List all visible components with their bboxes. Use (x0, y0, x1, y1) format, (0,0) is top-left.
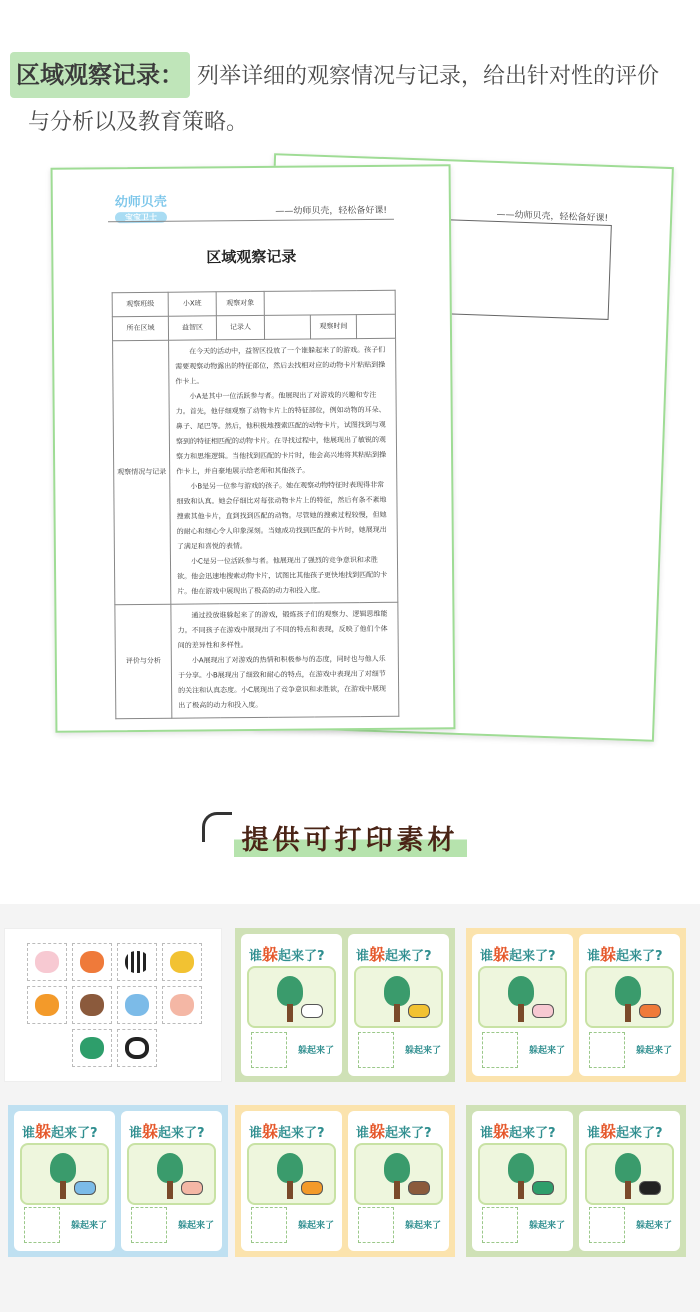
rabbit-hiding-scene (478, 966, 567, 1028)
sticker-box (589, 1207, 625, 1243)
observation-text (169, 338, 398, 604)
logo-name: 幼师贝壳 (114, 194, 167, 211)
tree-icon (508, 1153, 534, 1183)
target-label: 观察对象 (216, 291, 264, 315)
panda-icon (639, 1181, 661, 1195)
squirrel-hiding-scene (585, 966, 674, 1028)
trunk-icon (625, 1181, 631, 1199)
animal-cards-sheet (4, 928, 222, 1082)
hide-game-card (241, 1111, 342, 1251)
hide-game-card (348, 934, 449, 1076)
trunk-icon (518, 1004, 524, 1022)
peacock-hiding-scene (478, 1143, 567, 1205)
sticker-box (131, 1207, 167, 1243)
giraffe-card (162, 943, 202, 981)
zebra-icon (301, 1004, 323, 1018)
pig-icon (181, 1181, 203, 1195)
rabbit-card (27, 943, 67, 981)
peacock-icon (532, 1181, 554, 1195)
sticker-box (251, 1032, 287, 1068)
observation-table (112, 290, 400, 719)
recorder-label: 记录人 (216, 315, 264, 339)
panda-card (117, 1029, 157, 1067)
card-title: 谁躲起来了? (249, 945, 325, 964)
pig-card (162, 986, 202, 1024)
hide-game-card (348, 1111, 449, 1251)
paragraph: 在今天的活动中，益智区投放了一个谁躲起来了的游戏。孩子们需要观察动物露出的特征部位，然后去找相对应的动物卡片粘贴到操作卡上。 (175, 345, 386, 386)
animal-grid (27, 943, 202, 1067)
card-label: 躲起来了 (70, 1221, 107, 1231)
card-title: 谁躲起来了? (587, 1122, 663, 1141)
section-title: 提供可打印素材 (234, 818, 467, 857)
area-label: 所在区域 (112, 316, 168, 340)
tree-icon (615, 976, 641, 1006)
card-title: 谁躲起来了? (22, 1122, 98, 1141)
giraffe-icon (408, 1004, 430, 1018)
tree-icon (384, 976, 410, 1006)
card-label: 躲起来了 (404, 1046, 441, 1056)
slogan: ——幼师贝壳，轻松备好课! (275, 205, 387, 217)
squirrel-card (72, 943, 112, 981)
sticker-box (358, 1207, 394, 1243)
class-value: 小X班 (168, 292, 216, 316)
trunk-icon (394, 1181, 400, 1199)
document-title: 区域观察记录 (206, 247, 297, 267)
rabbit-icon (532, 1004, 554, 1018)
tree-icon (157, 1153, 183, 1183)
zebra-hiding-scene (247, 966, 336, 1028)
recorder-value (264, 315, 310, 339)
sticker-box (24, 1207, 60, 1243)
evaluation-label: 评价与分析 (115, 604, 172, 718)
card-title: 谁躲起来了? (480, 945, 556, 964)
monkey-hiding-scene (354, 1143, 443, 1205)
paragraph: 小A展现出了对游戏的热情和积极参与的态度，同时也与他人乐于分享。小B展现出了细致和耐心的特点，在游戏中表现出了对细节的关注和认真态度。小C展现出了竞争意识和求胜欲，在游戏中展现出了极高的动力和投入度。 (177, 654, 387, 710)
logo (115, 191, 167, 223)
paragraph: 通过投放谁躲起来了的游戏，锻炼孩子们的观察力、逻辑思维能力。不同孩子在游戏中展现出了不同的特点和表现，反映了他们个体间的差异性和多样性。 (177, 609, 388, 650)
card-title: 谁躲起来了? (356, 1122, 432, 1141)
tiger-hiding-scene (247, 1143, 336, 1205)
card-title: 谁躲起来了? (249, 1122, 325, 1141)
hide-game-card (579, 1111, 680, 1251)
paragraph: 小C是另一位活跃参与者。他展现出了强烈的竞争意识和求胜欲。他会迅速地搜索动物卡片，试图比其他孩子更快地找到匹配的卡片。他在游戏中展现出了极高的动力和投入度。 (177, 555, 388, 596)
trunk-icon (167, 1181, 173, 1199)
trunk-icon (394, 1004, 400, 1022)
panda-hiding-scene (585, 1143, 674, 1205)
tree-icon (277, 1153, 303, 1183)
monkey-icon (408, 1181, 430, 1195)
hide-game-card (241, 934, 342, 1076)
tree-icon (508, 976, 534, 1006)
pig-hiding-scene (127, 1143, 216, 1205)
decorative-arc-icon (202, 812, 232, 842)
giraffe-hiding-scene (354, 966, 443, 1028)
hide-game-sheet (466, 928, 686, 1082)
paragraph: 小B是另一位参与游戏的孩子。她在观察动物特征时表现得非常细致和认真。她会仔细比对每张动物卡片上的特征，然后有条不紊地搜索其他卡片，直到找到匹配的动物。尽管她的搜索过程较慢，但她的耐心和细心令人印象深刻。当她成功找到匹配的卡片时，她展现出了满足和喜悦的表情。 (176, 480, 387, 551)
sticker-box (251, 1207, 287, 1243)
intro-highlight: 区域观察记录： (10, 52, 190, 98)
time-value (356, 314, 395, 338)
card-label: 躲起来了 (635, 1046, 672, 1056)
sticker-box (482, 1032, 518, 1068)
card-label: 躲起来了 (528, 1046, 565, 1056)
card-label: 躲起来了 (297, 1221, 334, 1231)
hide-game-sheet (466, 1105, 686, 1257)
sticker-box (358, 1032, 394, 1068)
hide-game-sheet (8, 1105, 228, 1257)
observation-label: 观察情况与记录 (113, 340, 171, 604)
tree-icon (50, 1153, 76, 1183)
tree-icon (384, 1153, 410, 1183)
time-label: 观察时间 (310, 315, 356, 339)
hide-game-card (14, 1111, 115, 1251)
card-title: 谁躲起来了? (480, 1122, 556, 1141)
hide-game-card (472, 934, 573, 1076)
area-value: 益智区 (168, 316, 216, 340)
card-title: 谁躲起来了? (129, 1122, 205, 1141)
sticker-box (589, 1032, 625, 1068)
class-label: 观察班级 (112, 292, 168, 316)
tiger-icon (301, 1181, 323, 1195)
intro-text (10, 52, 700, 146)
trunk-icon (60, 1181, 66, 1199)
tree-icon (615, 1153, 641, 1183)
squirrel-icon (639, 1004, 661, 1018)
card-label: 躲起来了 (528, 1221, 565, 1231)
hide-game-card (472, 1111, 573, 1251)
target-value (264, 290, 395, 315)
tiger-card (27, 986, 67, 1024)
intro-line2: 与分析以及教育策略。 (28, 110, 249, 135)
logo-sub: 宝宝卫士 (115, 212, 167, 223)
elephant-hiding-scene (20, 1143, 109, 1205)
document-front-page (51, 164, 456, 732)
card-label: 躲起来了 (635, 1221, 672, 1231)
intro-line1: 列举详细的观察情况与记录，给出针对性的评价 (197, 64, 660, 89)
elephant-icon (74, 1181, 96, 1195)
trunk-icon (287, 1181, 293, 1199)
trunk-icon (625, 1004, 631, 1022)
sticker-box (482, 1207, 518, 1243)
hide-game-sheet (235, 1105, 455, 1257)
paragraph: 小A是其中一位活跃参与者。他展现出了对游戏的兴趣和专注力。首先，他仔细观察了动物卡片上的特征部位，例如动物的耳朵、鼻子、尾巴等。然后，他积极地搜索匹配的动物卡片，试图找到与观察到的特征相匹配的动物卡片。在寻找过程中，他展现出了敏锐的观察力和思维逻辑。当他找到匹配的卡片时，他会高兴地将其粘贴到操作卡上，并自豪地展示给老师和其他孩子。 (175, 390, 387, 476)
peacock-card (72, 1029, 112, 1067)
hide-game-card (121, 1111, 222, 1251)
trunk-icon (518, 1181, 524, 1199)
slogan: ——幼师贝壳，轻松备好课! (496, 209, 609, 224)
tree-icon (277, 976, 303, 1006)
zebra-card (117, 943, 157, 981)
monkey-card (72, 986, 112, 1024)
section-printables-heading (0, 818, 700, 857)
card-label: 躲起来了 (297, 1046, 334, 1056)
card-label: 躲起来了 (404, 1221, 441, 1231)
hide-game-card (579, 934, 680, 1076)
trunk-icon (287, 1004, 293, 1022)
card-title: 谁躲起来了? (587, 945, 663, 964)
card-label: 躲起来了 (177, 1221, 214, 1231)
hide-game-sheet (235, 928, 455, 1082)
evaluation-text (171, 602, 399, 718)
card-title: 谁躲起来了? (356, 945, 432, 964)
elephant-card (117, 986, 157, 1024)
